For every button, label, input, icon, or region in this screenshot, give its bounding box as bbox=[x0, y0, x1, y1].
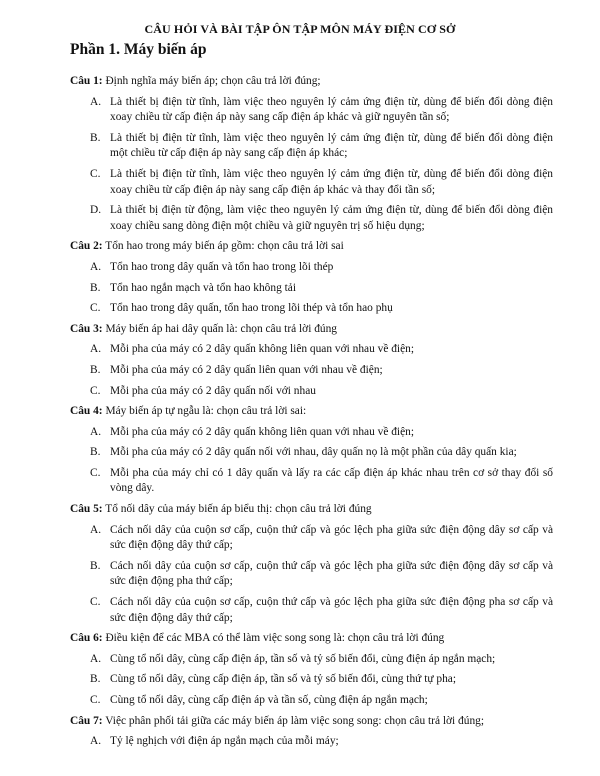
question-label: Câu 4: bbox=[70, 405, 103, 418]
option-letter: B. bbox=[90, 363, 101, 376]
option-text: Cách nối dây của cuộn sơ cấp, cuộn thứ cấp và góc lệch pha giữa sức điện động pha sơ cấp và sức điện động dây thứ cấp; bbox=[110, 596, 553, 624]
question-text: Máy biến áp hai dây quấn là: chọn câu trả lời đúng bbox=[105, 322, 338, 335]
question-1 bbox=[70, 74, 553, 90]
option-letter: A. bbox=[90, 523, 102, 536]
option-text: Tỷ lệ nghịch với điện áp ngắn mạch của mỗi máy; bbox=[110, 735, 339, 748]
question-text: Tổn hao trong máy biến áp gồm: chọn câu trả lời sai bbox=[105, 240, 344, 253]
option-text: Mỗi pha của máy có 2 dây quấn không liên quan với nhau về điện; bbox=[110, 425, 415, 438]
option-letter: B. bbox=[90, 446, 101, 459]
question-label: Câu 7: bbox=[70, 714, 103, 727]
option-text: Cách nối dây của cuộn sơ cấp, cuộn thứ cấp và góc lệch pha giữa sức điện động dây sơ cấp và sức điện động dây thứ cấp; bbox=[110, 523, 553, 552]
answer-option bbox=[70, 342, 553, 358]
question-label: Câu 6: bbox=[70, 632, 103, 645]
question-text: Việc phân phối tải giữa các máy biến áp làm việc song song: chọn câu trả lời đúng; bbox=[105, 714, 484, 727]
option-text: Tổn hao trong dây quấn, tổn hao trong lõi thép và tổn hao phụ bbox=[110, 302, 393, 315]
answer-option bbox=[70, 523, 553, 554]
question-list bbox=[70, 74, 553, 755]
question-label: Câu 3: bbox=[70, 322, 103, 335]
question-text: Điều kiện để các MBA có thể làm việc song song là: chọn câu trả lời đúng bbox=[105, 632, 445, 645]
option-letter: B. bbox=[90, 559, 101, 572]
answer-option bbox=[70, 445, 553, 461]
document-title: CÂU HỎI VÀ BÀI TẬP ÔN TẬP MÔN MÁY ĐIỆN CƠ SỞ bbox=[144, 22, 456, 36]
question-6 bbox=[70, 631, 553, 647]
answer-option bbox=[70, 95, 553, 126]
option-text: Mỗi pha của máy có 2 dây quấn liên quan với nhau về điện; bbox=[110, 363, 383, 376]
option-letter: A. bbox=[90, 425, 102, 438]
question-label: Câu 5: bbox=[70, 503, 103, 516]
option-text: Cùng tổ nối dây, cùng cấp điện áp và tần số, cùng điện áp ngắn mạch; bbox=[110, 694, 428, 706]
answer-option bbox=[70, 672, 553, 688]
option-letter: B. bbox=[90, 131, 101, 144]
question-3 bbox=[70, 322, 553, 338]
option-letter: C. bbox=[90, 167, 101, 180]
answer-option bbox=[70, 466, 553, 497]
question-label: Câu 2: bbox=[70, 240, 103, 253]
answer-option bbox=[70, 559, 553, 590]
option-text: Mỗi pha của máy có 2 dây quấn nối với nhau, dây quấn nọ là một phần của dây quấn kia; bbox=[110, 446, 517, 459]
option-letter: B. bbox=[90, 673, 101, 686]
option-text: Tổn hao trong dây quấn và tổn hao trong lõi thép bbox=[110, 260, 334, 273]
answer-option bbox=[70, 260, 553, 276]
option-text: Là thiết bị điện từ tĩnh, làm việc theo nguyên lý cảm ứng điện từ, dùng để biến đổi dòng điện xoay chiều từ cấp điện áp này sang cấp điện áp khác và thay đổi tần số; bbox=[110, 167, 553, 196]
answer-option bbox=[70, 734, 553, 750]
option-text: Là thiết bị điện từ tĩnh, làm việc theo nguyên lý cảm ứng điện từ, dùng để biến đổi dòng điện xoay chiều từ cấp điện áp này sang cấp điện áp khác và giữ nguyên tần số; bbox=[110, 95, 553, 124]
option-letter: A. bbox=[90, 735, 102, 748]
question-7 bbox=[70, 714, 553, 730]
answer-option bbox=[70, 425, 553, 441]
option-text: Mỗi pha của máy có 2 dây quấn nối với nhau bbox=[110, 384, 316, 397]
question-text: Máy biến áp tự ngẫu là: chọn câu trả lời sai: bbox=[105, 405, 307, 418]
answer-option bbox=[70, 595, 553, 626]
option-text: Cùng tổ nối dây, cùng cấp điện áp, tần số và tỷ số biến đổi, cùng điện áp ngắn mạch; bbox=[110, 652, 496, 665]
question-label: Câu 1: bbox=[70, 75, 103, 87]
answer-option bbox=[70, 281, 553, 297]
option-letter: B. bbox=[90, 281, 101, 294]
answer-option bbox=[70, 652, 553, 668]
answer-option bbox=[70, 203, 553, 234]
option-letter: C. bbox=[90, 596, 101, 609]
option-letter: C. bbox=[90, 466, 101, 479]
option-letter: D. bbox=[90, 204, 102, 217]
answer-option bbox=[70, 363, 553, 379]
answer-option bbox=[70, 131, 553, 162]
answer-option bbox=[70, 384, 553, 400]
question-text: Tổ nối dây của máy biến áp biểu thị: chọn câu trả lời đúng bbox=[105, 503, 372, 516]
option-text: Tổn hao ngắn mạch và tổn hao không tải bbox=[110, 281, 296, 294]
option-letter: C. bbox=[90, 302, 101, 315]
option-text: Là thiết bị điện từ tĩnh, làm việc theo nguyên lý cảm ứng điện từ, dùng để biến đổi dòng điện một chiều từ cấp điện áp này sang cấp điện áp khác; bbox=[110, 131, 553, 160]
option-text: Mỗi pha của máy có 2 dây quấn không liên quan với nhau về điện; bbox=[110, 343, 415, 356]
option-letter: A. bbox=[90, 343, 102, 356]
option-letter: A. bbox=[90, 260, 102, 273]
option-text: Cách nối dây của cuộn sơ cấp, cuộn thứ cấp và góc lệch pha giữa sức điện động dây sơ cấp và sức điện động pha thứ cấp; bbox=[110, 559, 553, 588]
question-text: Định nghĩa máy biến áp; chọn câu trả lời đúng; bbox=[105, 75, 321, 87]
answer-option bbox=[70, 301, 553, 317]
option-text: Cùng tổ nối dây, cùng cấp điện áp, tần số và tỷ số biến đổi, cùng thứ tự pha; bbox=[110, 673, 456, 686]
answer-option bbox=[70, 693, 553, 709]
option-letter: A. bbox=[90, 95, 102, 108]
option-letter: C. bbox=[90, 694, 101, 706]
answer-option bbox=[70, 167, 553, 198]
option-letter: A. bbox=[90, 652, 102, 665]
question-5 bbox=[70, 502, 553, 518]
option-text: Là thiết bị điện từ động, làm việc theo nguyên lý cảm ứng điện từ, dùng để biến đổi dòng điện xoay chiều sang dòng điện một chiều và giữ nguyên trị số hiệu dụng; bbox=[110, 204, 553, 232]
section-heading: Phần 1. Máy biến áp bbox=[70, 41, 207, 58]
option-text: Mỗi pha của máy chỉ có 1 dây quấn và lấy ra các cấp điện áp khác nhau trên cơ sở thay đổi số vòng dây. bbox=[110, 466, 553, 495]
question-2 bbox=[70, 239, 553, 255]
question-4 bbox=[70, 404, 553, 420]
option-letter: C. bbox=[90, 384, 101, 397]
